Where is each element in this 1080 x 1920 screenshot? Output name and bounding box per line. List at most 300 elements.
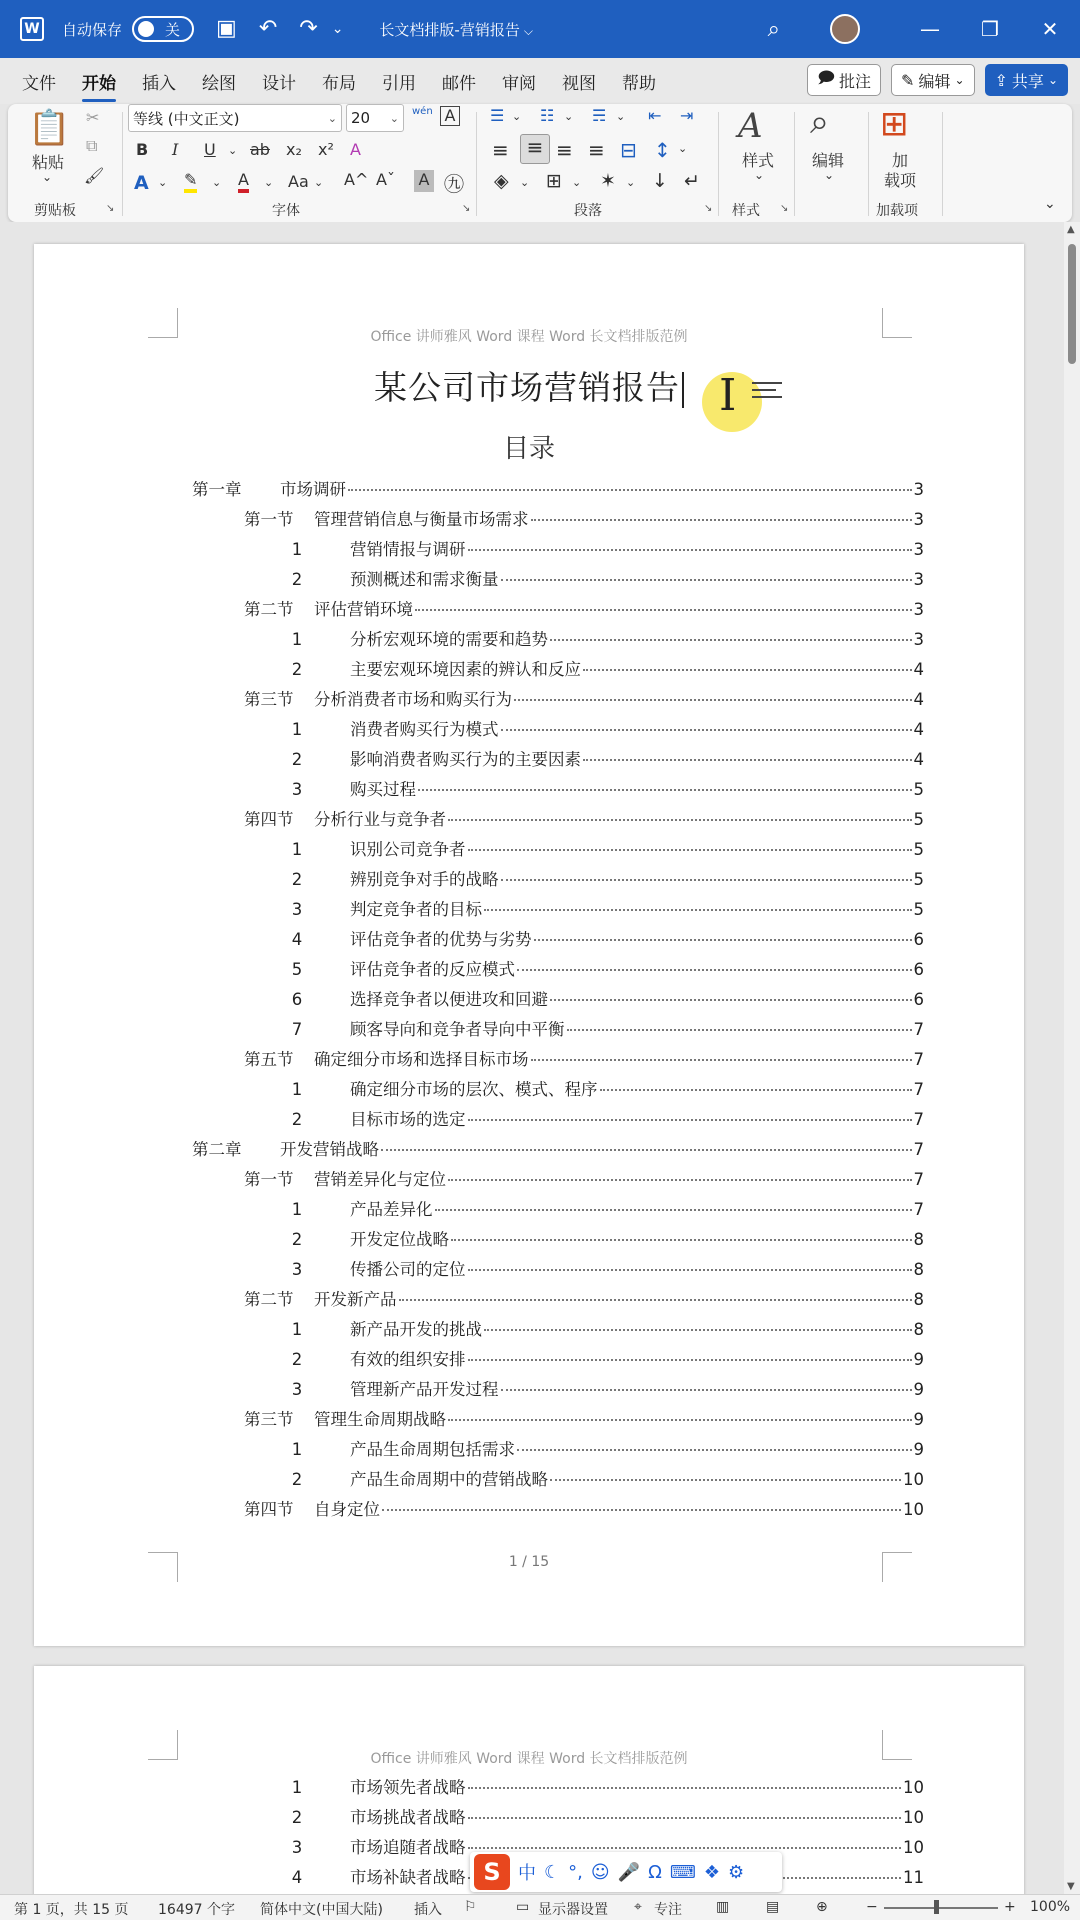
editing-button[interactable]: 编辑 [812, 151, 845, 170]
chevron-down-icon[interactable]: ⌄ [824, 168, 835, 182]
toc-entry[interactable] [192, 806, 924, 836]
toc-entry-page: 7 [913, 1140, 924, 1159]
toc-entry[interactable] [192, 836, 924, 866]
toc-leader-dots [468, 1119, 912, 1121]
toc-entry-title: 主要宏观环境因素的辨认和反应 [350, 660, 581, 679]
toc-entry[interactable] [192, 1436, 924, 1466]
collapse-ribbon-icon[interactable]: ⌄ [1044, 196, 1056, 212]
toc-entry-title: 评估营销环境 [314, 600, 413, 619]
toc-entry-title: 市场挑战者战略 [350, 1808, 466, 1827]
font-color-button[interactable]: A [238, 170, 249, 193]
toc-entry[interactable] [192, 626, 924, 656]
chevron-down-icon[interactable]: ⌄ [42, 170, 53, 184]
toc-entry-number: 5 [291, 960, 303, 979]
toc-entry[interactable] [192, 746, 924, 776]
toc-entry-page: 10 [903, 1838, 924, 1857]
page-header: Office 讲师雅风 Word 课程 Word 长文档排版范例 [370, 1751, 688, 1767]
tab-insert[interactable]: 插入 [142, 73, 176, 94]
toc-entry-number: 第一章 [192, 480, 242, 499]
toc-entry-page: 9 [913, 1440, 924, 1459]
document-title-heading[interactable] [34, 362, 1024, 409]
toc-entry-title: 识别公司竞争者 [350, 840, 466, 859]
toc-entry-page: 3 [913, 480, 924, 499]
toc-entry-number: 6 [291, 990, 303, 1009]
addins-icon[interactable]: ⊞ [880, 104, 909, 144]
toc-leader-dots [468, 1269, 912, 1271]
chevron-down-icon[interactable]: ⌄ [314, 176, 324, 189]
font-name-value: 等线 (中文正文) [133, 109, 240, 128]
chevron-down-icon: ⌄ [954, 73, 965, 87]
styles-button[interactable]: 样式 [742, 151, 775, 170]
toc-entry[interactable] [192, 1226, 924, 1256]
toc-leader-dots [534, 939, 912, 941]
toc-entry-page: 3 [913, 630, 924, 649]
asian-layout-icon[interactable]: ✶ [600, 170, 616, 192]
toc-leader-dots [501, 729, 912, 731]
share-label: 共享 [1011, 71, 1044, 91]
styles-icon[interactable]: A [738, 106, 763, 146]
toc-leader-dots [399, 1299, 912, 1301]
grow-font-button[interactable]: A^ [344, 170, 369, 189]
chevron-down-icon[interactable]: ⌄ [616, 110, 626, 123]
toc-entry[interactable] [192, 986, 924, 1016]
dialog-launcher-icon[interactable]: ↘ [704, 203, 713, 214]
ime-toolbar [470, 1852, 782, 1892]
share-button[interactable] [985, 64, 1068, 96]
toc-leader-dots [451, 1239, 912, 1241]
toc-leader-dots [448, 1179, 912, 1181]
focus-icon: ⌖ [634, 1899, 642, 1915]
decrease-indent-icon[interactable]: ⇤ [648, 106, 662, 125]
superscript-button[interactable]: x² [318, 140, 334, 159]
toc-leader-dots [484, 1329, 912, 1331]
ime-moon-icon[interactable]: ☾ [544, 1861, 561, 1883]
toc-entry-number: 1 [291, 720, 303, 739]
ime-chinese-mode[interactable]: 中 [518, 1863, 536, 1884]
toc-entry-page: 5 [913, 810, 924, 829]
chevron-down-icon: ⌵ [523, 23, 533, 38]
toc-entry-page: 8 [913, 1230, 924, 1249]
word-app-icon: W [20, 17, 44, 41]
toc-entry-number: 2 [291, 750, 303, 769]
document-canvas[interactable] [0, 222, 1064, 1894]
find-icon[interactable]: ⌕ [810, 102, 830, 142]
toc-entry-number: 1 [291, 1080, 303, 1099]
toc-leader-dots [468, 1847, 902, 1849]
toc-entry-page: 10 [903, 1778, 924, 1797]
toc-entry-page: 7 [913, 1020, 924, 1039]
toc-entry-number: 2 [291, 1110, 303, 1129]
zoom-slider-thumb[interactable] [934, 1900, 939, 1914]
document-title-text: 长文档排版-营销报告 [379, 20, 520, 39]
toc-entry[interactable] [192, 596, 924, 626]
toc-entry[interactable] [192, 1076, 924, 1106]
chevron-down-icon[interactable]: ⌄ [626, 176, 636, 189]
toc-leader-dots [484, 909, 912, 911]
document-page-1[interactable] [34, 244, 1024, 1646]
toc-entry[interactable] [192, 506, 924, 536]
font-size-value: 20 [351, 109, 371, 127]
enclose-characters-icon[interactable]: ㊈ [444, 172, 464, 196]
toc-entry[interactable] [192, 1376, 924, 1406]
toc-leader-dots [382, 1509, 901, 1511]
toc-entry-page: 5 [913, 870, 924, 889]
toc-entry-number: 2 [291, 1808, 303, 1827]
minimize-button[interactable]: — [920, 17, 940, 41]
toc-leader-dots [501, 879, 912, 881]
toc-leader-dots [348, 489, 912, 491]
toc-entry-page: 3 [913, 600, 924, 619]
toc-entry-number: 第四节 [244, 810, 294, 829]
font-name-select[interactable] [128, 104, 342, 132]
share-icon: ⇪ [994, 70, 1008, 90]
close-button[interactable]: ✕ [1041, 17, 1059, 41]
toc-entry-number: 第四节 [244, 1500, 294, 1519]
addins-button-line1[interactable]: 加 [892, 151, 909, 170]
format-painter-icon[interactable]: 🖌 [84, 166, 105, 185]
sort-icon[interactable]: ↓ [652, 170, 668, 192]
toc-leader-dots [550, 999, 912, 1001]
tab-home[interactable]: 开始 [82, 69, 116, 94]
ime-symbol-icon[interactable]: Ω [648, 1861, 662, 1883]
toc-entry-title: 分析消费者市场和购买行为 [314, 690, 512, 709]
save-icon[interactable]: ▣ [216, 16, 237, 41]
toc-entry-title: 市场追随者战略 [350, 1838, 466, 1857]
zoom-slider[interactable] [884, 1907, 998, 1909]
group-separator [868, 112, 869, 216]
autosave-toggle-state: 关 [165, 20, 181, 39]
toc-leader-dots [531, 1059, 912, 1061]
toc-leader-dots [517, 1449, 912, 1451]
toc-entry[interactable] [192, 716, 924, 746]
toc-entry[interactable] [192, 1166, 924, 1196]
undo-icon[interactable]: ↶ [258, 16, 278, 41]
autosave-toggle[interactable] [132, 16, 194, 42]
align-right-icon[interactable]: ≡ [556, 138, 573, 162]
dialog-launcher-icon[interactable]: ↘ [780, 203, 789, 214]
toc-entry-page: 10 [903, 1808, 924, 1827]
toc-entry[interactable] [192, 686, 924, 716]
clipboard-group-label: 剪贴板 [34, 203, 76, 219]
change-case-button[interactable]: Aa [288, 172, 309, 191]
tab-layout[interactable]: 布局 [322, 73, 356, 94]
ime-microphone-icon[interactable]: 🎤 [617, 1861, 641, 1883]
chevron-down-icon[interactable]: ⌄ [564, 110, 574, 123]
toc-entry[interactable] [192, 536, 924, 566]
toc-entry[interactable] [192, 1286, 924, 1316]
tab-help[interactable]: 帮助 [622, 73, 656, 94]
toc-entry[interactable] [192, 476, 924, 506]
toc-entry[interactable] [192, 656, 924, 686]
customize-toolbar-icon[interactable]: ⌄ [331, 21, 344, 37]
toc-entry-title: 产品差异化 [350, 1200, 433, 1219]
group-separator [942, 112, 943, 216]
toc-entry-number: 第三节 [244, 1410, 294, 1429]
toc-entry-number: 3 [291, 1260, 303, 1279]
toc-entry-number: 2 [291, 870, 303, 889]
toc-entry-number: 1 [291, 840, 303, 859]
line-spacing-icon[interactable]: ↕ [654, 138, 671, 162]
ribbon-tabs [0, 58, 1080, 104]
toc-entry-title: 确定细分市场的层次、模式、程序 [350, 1080, 598, 1099]
text-effects-button[interactable]: A [134, 172, 149, 194]
chevron-down-icon[interactable]: ⌄ [228, 144, 238, 157]
highlight-color-button[interactable]: ✎ [184, 170, 197, 193]
chevron-down-icon[interactable]: ⌄ [678, 142, 688, 155]
tab-references[interactable]: 引用 [382, 73, 416, 94]
toc-entry-title: 市场补缺者战略 [350, 1868, 466, 1887]
page-header: Office 讲师雅风 Word 课程 Word 长文档排版范例 [370, 329, 688, 345]
toc-entry-page: 10 [903, 1500, 924, 1519]
underline-button[interactable]: U [204, 140, 216, 159]
toc-entry-title: 市场调研 [280, 480, 346, 499]
toc-entry[interactable] [192, 1136, 924, 1166]
shading-icon[interactable]: ◈ [494, 170, 509, 192]
text-cursor-icon: I [719, 370, 737, 421]
chevron-down-icon[interactable]: ⌄ [158, 176, 168, 189]
toc-entry-title: 辨别竞争对手的战略 [350, 870, 499, 889]
toc-entry-title: 预测概述和需求衡量 [350, 570, 499, 589]
vertical-scrollbar[interactable] [1064, 222, 1080, 1894]
page-footer: 1 / 15 [508, 1554, 550, 1570]
dialog-launcher-icon[interactable]: ↘ [462, 203, 471, 214]
toc-entry-page: 7 [913, 1110, 924, 1129]
toc-entry-number: 第三节 [244, 690, 294, 709]
chevron-down-icon[interactable]: ⌄ [264, 176, 274, 189]
toc-entry-title: 目标市场的选定 [350, 1110, 466, 1129]
center-align-icon[interactable]: ≡ [520, 134, 550, 164]
editing-mode-button[interactable] [891, 64, 974, 96]
toc-entry[interactable] [192, 1466, 924, 1496]
toc-entry-title: 营销差异化与定位 [314, 1170, 446, 1189]
toc-entry-title: 开发新产品 [314, 1290, 397, 1309]
toc-leader-dots [468, 1817, 902, 1819]
dialog-launcher-icon[interactable]: ↘ [106, 203, 115, 214]
clear-formatting-icon[interactable]: A [350, 140, 361, 159]
sogou-logo-icon[interactable]: S [474, 1854, 510, 1890]
toc-entry[interactable] [192, 1496, 924, 1526]
status-bar [0, 1894, 1080, 1920]
toc-entry-page: 3 [913, 510, 924, 529]
toc-entry[interactable] [192, 926, 924, 956]
document-title[interactable] [379, 19, 533, 40]
toc-entry-title: 开发定位战略 [350, 1230, 449, 1249]
paste-icon[interactable]: 📋 [28, 108, 71, 148]
toc-leader-dots [448, 1419, 912, 1421]
justify-icon[interactable]: ≡ [588, 138, 605, 162]
addins-group-label: 加载项 [876, 203, 918, 219]
group-separator [476, 112, 477, 216]
avatar[interactable] [830, 14, 860, 44]
paste-button[interactable]: 粘贴 [32, 153, 65, 172]
toc-entry[interactable] [192, 1016, 924, 1046]
title-bar [0, 0, 1080, 58]
toc-entry-title: 确定细分市场和选择目标市场 [314, 1050, 529, 1069]
ime-emoji-icon[interactable]: ☺ [590, 1861, 610, 1883]
paragraph-format-icon[interactable] [752, 382, 782, 403]
toc-entry-page: 10 [903, 1470, 924, 1489]
tab-view[interactable]: 视图 [562, 73, 596, 94]
ime-punctuation-icon[interactable]: °, [568, 1861, 583, 1883]
toc-entry-page: 7 [913, 1080, 924, 1099]
toc-entry-title: 新产品开发的挑战 [350, 1320, 482, 1339]
toc-entry-number: 7 [291, 1020, 303, 1039]
toc-entry-number: 1 [291, 1320, 303, 1339]
insert-mode[interactable]: 插入 [414, 1902, 442, 1918]
ime-settings-icon[interactable]: ⚙ [727, 1861, 745, 1883]
toc-entry-number: 2 [291, 1230, 303, 1249]
ime-apps-icon[interactable]: ❖ [703, 1861, 720, 1883]
toc-leader-dots [550, 1479, 901, 1481]
toc-entry-title: 分析行业与竞争者 [314, 810, 446, 829]
toc-entry-page: 3 [913, 570, 924, 589]
tab-design[interactable]: 设计 [262, 73, 296, 94]
page-count[interactable]: 第 1 页，共 15 页 [14, 1902, 129, 1918]
toc-entry[interactable] [192, 1106, 924, 1136]
chevron-down-icon[interactable]: ⌄ [512, 110, 522, 123]
toc-entry-page: 9 [913, 1410, 924, 1429]
print-layout-icon[interactable]: ▤ [766, 1899, 780, 1915]
toc-leader-dots [468, 1359, 912, 1361]
character-border-icon[interactable]: A [440, 106, 460, 126]
toc-entry[interactable] [192, 866, 924, 896]
tab-file[interactable]: 文件 [22, 73, 56, 94]
addins-button-line2[interactable]: 载项 [884, 171, 917, 190]
cut-icon[interactable]: ✂ [86, 108, 100, 127]
toc-entry-number: 第二节 [244, 600, 294, 619]
toc-entry[interactable] [192, 956, 924, 986]
toc-entry-number: 2 [291, 570, 303, 589]
strikethrough-button[interactable]: ab [250, 140, 270, 159]
scroll-up-icon[interactable]: ▲ [1067, 224, 1075, 235]
toc-entry-number: 1 [291, 1440, 303, 1459]
toc-entry-title: 产品生命周期包括需求 [350, 1440, 515, 1459]
toc-leader-dots [501, 579, 912, 581]
display-settings-button[interactable]: 显示器设置 [538, 1902, 608, 1918]
toc-entry-number: 4 [291, 930, 303, 949]
toc-leader-dots [567, 1029, 912, 1031]
autosave-label: 自动保存 [62, 20, 123, 39]
font-size-select[interactable] [346, 104, 404, 132]
scroll-thumb[interactable] [1068, 244, 1076, 364]
tab-review[interactable]: 审阅 [502, 73, 536, 94]
increase-indent-icon[interactable]: ⇥ [680, 106, 694, 125]
bold-button[interactable]: B [136, 140, 149, 159]
toc-entry[interactable] [192, 1804, 924, 1834]
language-indicator[interactable]: 简体中文(中国大陆) [260, 1902, 383, 1918]
toc-entry-title: 开发营销战略 [280, 1140, 379, 1159]
accessibility-icon[interactable]: ⚐ [464, 1899, 477, 1915]
read-mode-icon[interactable]: ▥ [716, 1899, 730, 1915]
toc-entry-title: 判定竞争者的目标 [350, 900, 482, 919]
ime-keyboard-icon[interactable]: ⌨ [669, 1861, 696, 1883]
character-shading-button[interactable]: A [414, 170, 434, 192]
toc-entry[interactable] [192, 1256, 924, 1286]
tab-mailings[interactable]: 邮件 [442, 73, 476, 94]
toc-entry-title: 评估竞争者的反应模式 [350, 960, 515, 979]
restore-button[interactable]: ❐ [981, 17, 999, 41]
editing-mode-label: 编辑 [918, 71, 951, 91]
search-icon[interactable]: ⌕ [767, 16, 780, 42]
toc-entry-number: 3 [291, 900, 303, 919]
copy-icon[interactable]: ⧉ [86, 136, 98, 155]
toc-entry[interactable] [192, 1316, 924, 1346]
toc-entry[interactable] [192, 566, 924, 596]
toc-entry-page: 5 [913, 780, 924, 799]
ribbon-home [8, 104, 1072, 222]
toc-leader-dots [514, 699, 912, 701]
zoom-in-button[interactable]: + [1004, 1899, 1016, 1915]
toc-entry-number: 第二节 [244, 1290, 294, 1309]
group-separator [718, 112, 719, 216]
toc-entry-page: 4 [913, 750, 924, 769]
group-separator [794, 112, 795, 216]
comments-button[interactable] [807, 64, 881, 96]
toc-entry-number: 3 [291, 780, 303, 799]
toc-entry-page: 8 [913, 1320, 924, 1339]
toc-entry[interactable] [192, 1406, 924, 1436]
numbering-icon[interactable]: ☷ [540, 106, 555, 125]
chevron-down-icon[interactable]: ⌄ [520, 176, 530, 189]
comment-icon: 🗩 [817, 67, 836, 87]
tab-draw[interactable]: 绘图 [202, 73, 236, 94]
italic-button[interactable]: I [172, 140, 179, 159]
toc-entry-title: 营销情报与调研 [350, 540, 466, 559]
toc-entry-number: 1 [291, 1200, 303, 1219]
toc-leader-dots [531, 519, 912, 521]
zoom-level[interactable]: 100% [1030, 1899, 1071, 1915]
redo-icon[interactable]: ↷ [299, 16, 318, 41]
toc-entry[interactable] [192, 1774, 924, 1804]
toc-entry-number: 2 [291, 1470, 303, 1489]
show-marks-icon[interactable]: ↵ [684, 170, 700, 192]
subscript-button[interactable]: x₂ [286, 140, 302, 159]
web-layout-icon[interactable]: ⊕ [816, 1899, 828, 1915]
toc-entry-number: 1 [291, 540, 303, 559]
word-count[interactable]: 16497 个字 [158, 1902, 235, 1918]
focus-button[interactable]: 专注 [654, 1902, 682, 1918]
multilevel-list-icon[interactable]: ☴ [592, 106, 607, 125]
toc-entry[interactable] [192, 1046, 924, 1076]
distributed-icon[interactable]: ⊟ [620, 138, 637, 162]
toc-entry[interactable] [192, 1196, 924, 1226]
shrink-font-button[interactable]: Aˇ [376, 170, 395, 189]
phonetic-guide-icon[interactable]: wén [412, 106, 433, 117]
zoom-out-button[interactable]: − [866, 1899, 878, 1915]
toc-entry-title: 管理生命周期战略 [314, 1410, 446, 1429]
toc-entry-page: 9 [913, 1380, 924, 1399]
toc-entry-page: 6 [913, 930, 924, 949]
align-left-icon[interactable]: ≡ [492, 138, 509, 162]
toc-entry-number: 1 [291, 630, 303, 649]
chevron-down-icon: ⌄ [389, 111, 399, 125]
toc-entry-page: 11 [903, 1868, 924, 1887]
borders-icon[interactable]: ⊞ [546, 170, 562, 192]
scroll-down-icon[interactable]: ▼ [1067, 1881, 1075, 1892]
bullets-icon[interactable]: ☰ [490, 106, 505, 125]
toc-leader-dots [517, 969, 912, 971]
toc-leader-dots [600, 1089, 912, 1091]
chevron-down-icon[interactable]: ⌄ [212, 176, 222, 189]
toc-entry[interactable] [192, 896, 924, 926]
toc-entry[interactable] [192, 1346, 924, 1376]
toc-entry[interactable] [192, 776, 924, 806]
toc-entry-page: 4 [913, 690, 924, 709]
toc-entry-page: 3 [913, 540, 924, 559]
chevron-down-icon[interactable]: ⌄ [572, 176, 582, 189]
chevron-down-icon[interactable]: ⌄ [754, 168, 765, 182]
toc-entry-number: 3 [291, 1838, 303, 1857]
